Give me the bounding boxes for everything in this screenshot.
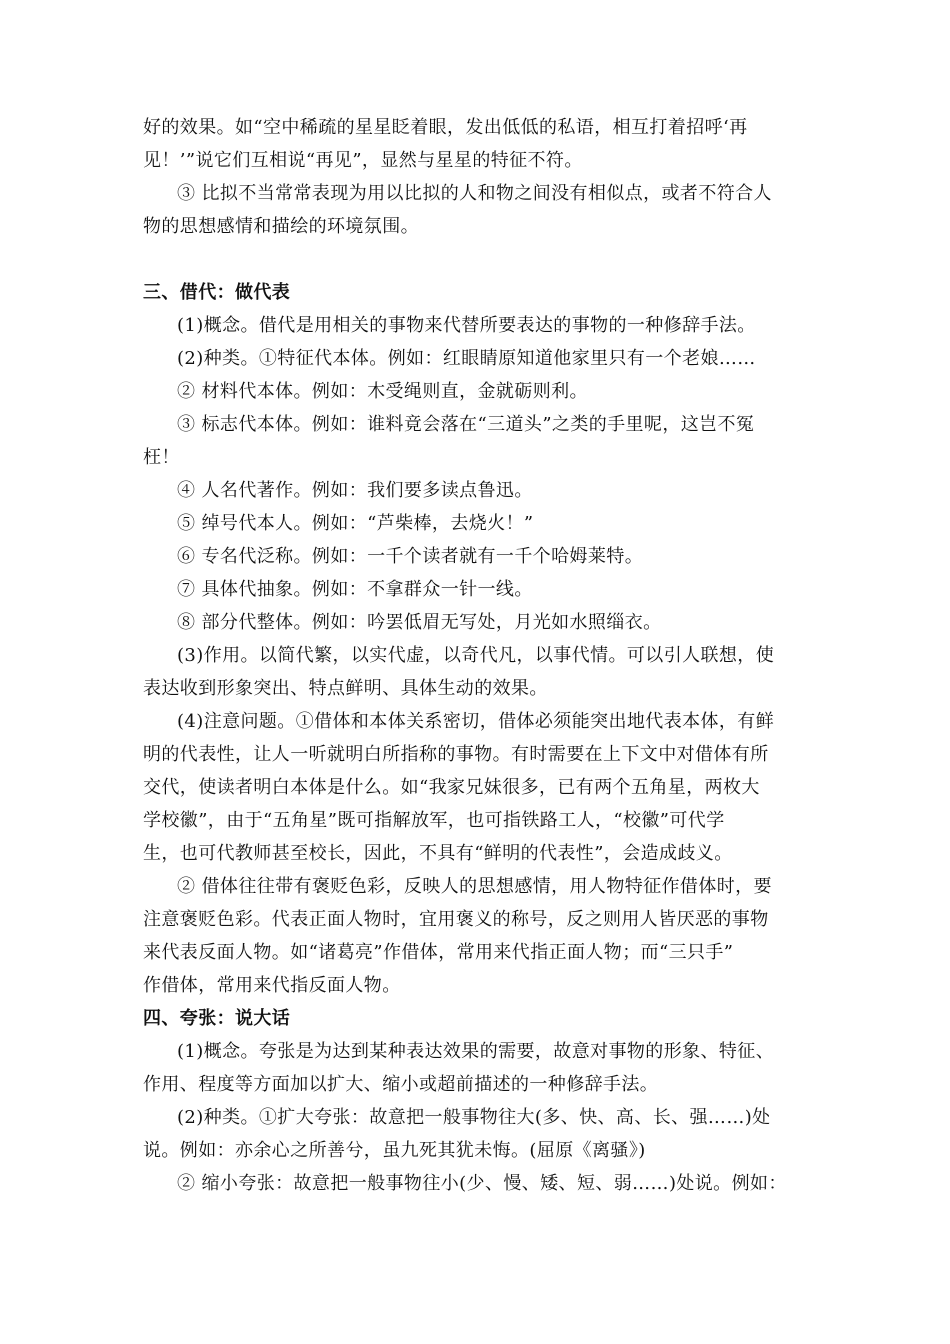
text-line: 枉！ [143, 447, 180, 468]
text-line: 作用、程度等方面加以扩大、缩小或超前描述的一种修辞手法。 [143, 1074, 659, 1095]
text-line: 物的思想感情和描绘的环境氛围。 [143, 216, 419, 237]
text-line: ③ 标志代本体。例如：谁料竟会落在“三道头”之类的手里呢，这岂不冤 [177, 414, 755, 435]
text-line: ⑥ 专名代泛称。例如：一千个读者就有一千个哈姆莱特。 [177, 546, 644, 567]
text-line: 交代，使读者明白本体是什么。如“我家兄妹很多，已有两个五角星，两枚大 [143, 777, 760, 798]
text-line: 来代表反面人物。如“诸葛亮”作借体，常用来代指正面人物；而“三只手” [143, 942, 734, 963]
text-line: 说。例如：亦余心之所善兮，虽九死其犹未悔。(屈原《离骚》) [143, 1140, 646, 1161]
text-line: (1)概念。借代是用相关的事物来代替所要表达的事物的一种修辞手法。 [177, 315, 756, 336]
text-line: ③ 比拟不当常常表现为用以比拟的人和物之间没有相似点，或者不符合人 [177, 183, 772, 204]
text-line: 注意褒贬色彩。代表正面人物时，宜用褒义的称号，反之则用人皆厌恶的事物 [143, 909, 769, 930]
text-line: 表达收到形象突出、特点鲜明、具体生动的效果。 [143, 678, 548, 699]
text-line: ② 缩小夸张：故意把一般事物往小(少、慢、矮、短、弱……)处说。例如： [177, 1173, 787, 1194]
text-line: (1)概念。夸张是为达到某种表达效果的需要，故意对事物的形象、特征、 [177, 1041, 775, 1062]
text-line: 好的效果。如“空中稀疏的星星眨着眼，发出低低的私语，相互打着招呼‘再 [143, 117, 748, 138]
text-line: ② 借体往往带有褒贬色彩，反映人的思想感情，用人物特征作借体时，要 [177, 876, 772, 897]
text-line: 明的代表性，让人一听就明白所指称的事物。有时需要在上下文中对借体有所 [143, 744, 769, 765]
text-line: (2)种类。①特征代本体。例如：红眼睛原知道他家里只有一个老娘…… [177, 348, 756, 369]
text-line: (2)种类。①扩大夸张：故意把一般事物往大(多、快、高、长、强……)处 [177, 1107, 771, 1128]
text-line: ⑧ 部分代整体。例如：吟罢低眉无写处，月光如水照缁衣。 [177, 612, 662, 633]
text-line: 见！’”说它们互相说“再见”，显然与星星的特征不符。 [143, 150, 583, 171]
text-line: (4)注意问题。①借体和本体关系密切，借体必须能突出地代表本体，有鲜 [177, 711, 775, 732]
section-heading-jiedai: 三、借代：做代表 [143, 282, 291, 303]
text-line: 学校徽”，由于“五角星”既可指解放军，也可指铁路工人，“校徽”可代学 [143, 810, 725, 831]
text-line: 生，也可代教师甚至校长，因此，不具有“鲜明的代表性”，会造成歧义。 [143, 843, 733, 864]
text-line: ⑦ 具体代抽象。例如：不拿群众一针一线。 [177, 579, 533, 600]
text-line: ② 材料代本体。例如：木受绳则直，金就砺则利。 [177, 381, 588, 402]
text-line: ④ 人名代著作。例如：我们要多读点鲁迅。 [177, 480, 533, 501]
text-line: (3)作用。以简代繁，以实代虚，以奇代凡，以事代情。可以引人联想，使 [177, 645, 775, 666]
text-line: 作借体，常用来代指反面人物。 [143, 975, 401, 996]
text-line: ⑤ 绰号代本人。例如：“芦柴棒，去烧火！” [177, 513, 534, 534]
section-heading-kuazhang: 四、夸张：说大话 [143, 1008, 291, 1029]
